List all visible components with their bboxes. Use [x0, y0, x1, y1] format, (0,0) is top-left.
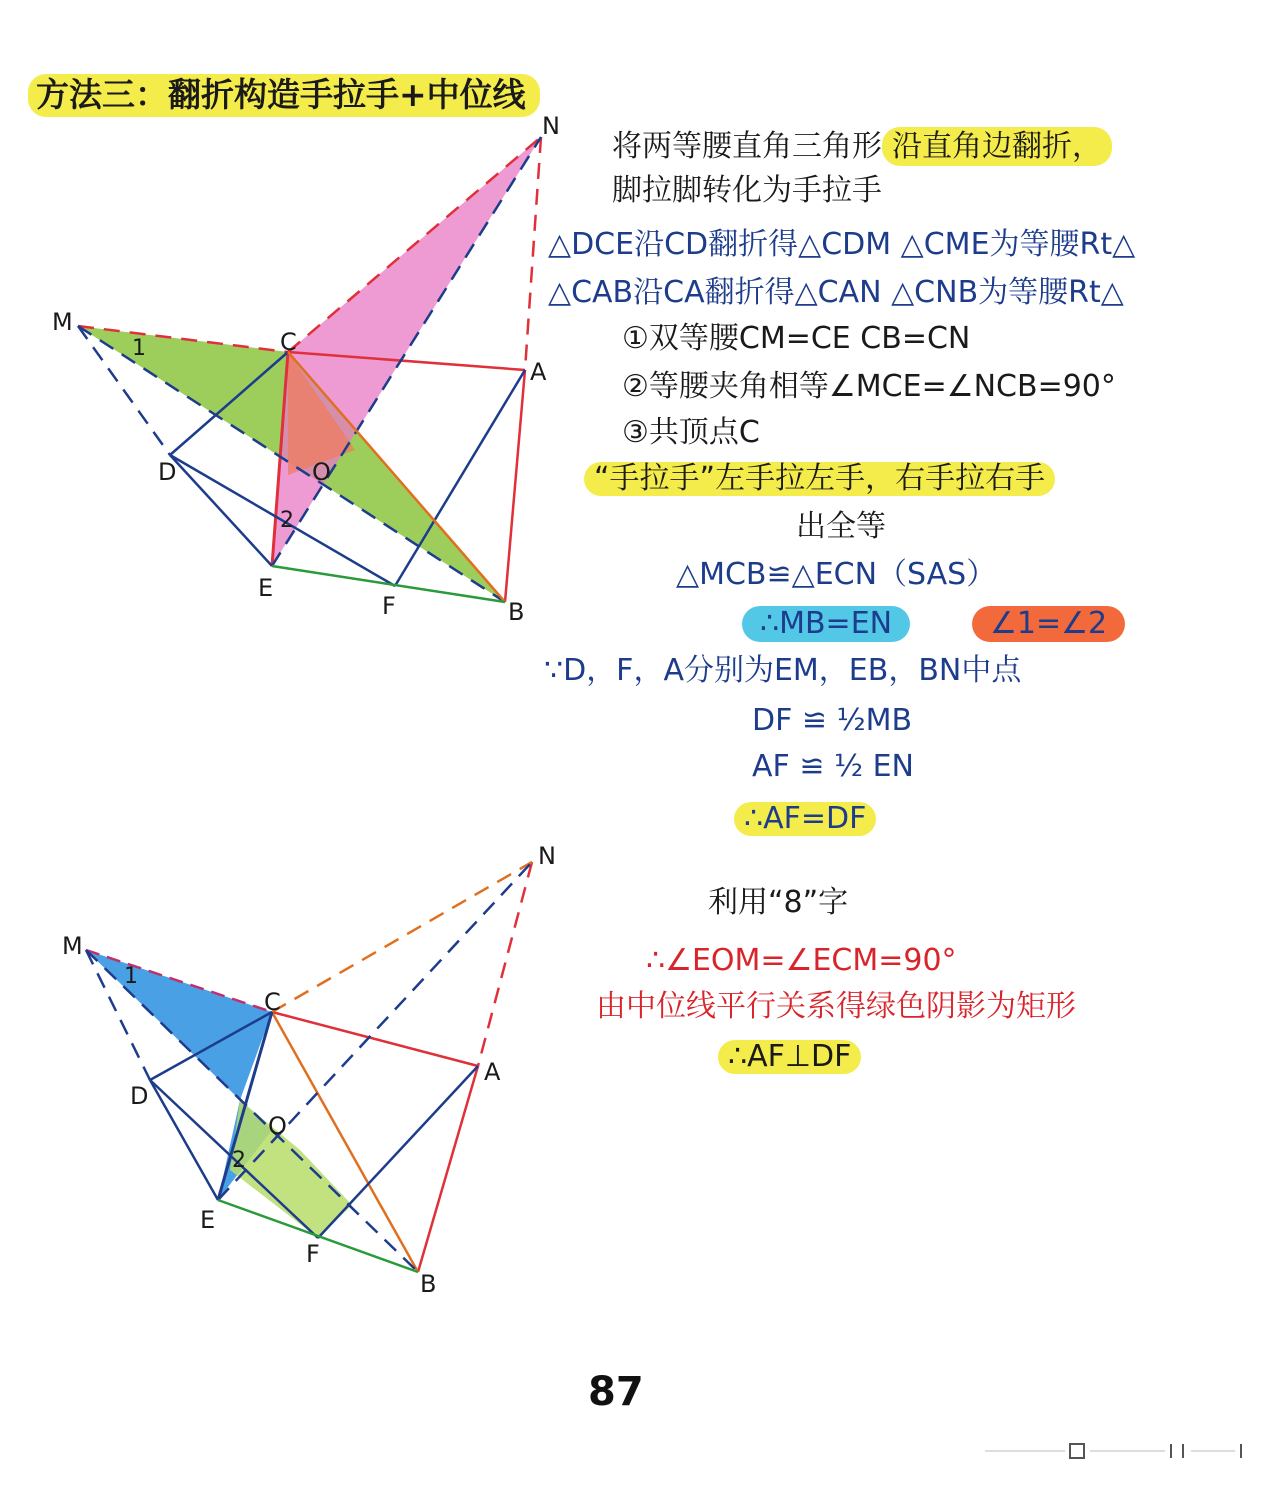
- page-number: 87: [588, 1369, 644, 1415]
- rectangle-note: 由中位线平行关系得绿色阴影为矩形: [596, 989, 1076, 1024]
- fig2-label-m: M: [62, 932, 83, 960]
- condition-2: ②等腰夹角相等∠MCE=∠NCB=90°: [622, 369, 1116, 404]
- conclusion-af-df: ∴AF=DF: [734, 802, 876, 836]
- fig1-label-c: C: [280, 328, 297, 356]
- midpoint-statement: ∵D，F，A分别为EM，EB，BN中点: [544, 653, 1022, 688]
- fig1-label-o: O: [312, 458, 331, 486]
- fig1-label-a: A: [530, 358, 547, 386]
- intro-line-1b: 沿直角边翻折，: [882, 127, 1112, 166]
- congruence-statement: △MCB≌△ECN（SAS）: [676, 557, 997, 592]
- angle-eom-ecm: ∴∠EOM=∠ECM=90°: [646, 943, 957, 978]
- intro-line-1a: 将两等腰直角三角形: [612, 129, 882, 164]
- intro-line-2: 脚拉脚转化为手拉手: [612, 173, 882, 208]
- fig2-angle-2: 2: [232, 1148, 246, 1173]
- fig2-label-e: E: [200, 1206, 216, 1234]
- eight-shape-heading: 利用“8”字: [708, 885, 849, 920]
- fig1-angle-1: 1: [132, 336, 146, 361]
- result-angles: ∠1=∠2: [972, 606, 1125, 642]
- condition-1: ①双等腰CM=CE CB=CN: [622, 321, 971, 356]
- fig2-label-a: A: [484, 1058, 501, 1086]
- fig2-label-d: D: [130, 1082, 149, 1110]
- fig2-angle-1: 1: [124, 964, 138, 989]
- method-title: 方法三：翻折构造手拉手+中位线: [28, 74, 540, 117]
- fig2-label-c: C: [264, 988, 281, 1016]
- fig1-label-e: E: [258, 574, 274, 602]
- fig2-label-b: B: [420, 1270, 437, 1298]
- fig1-label-f: F: [382, 592, 396, 620]
- fig1-label-m: M: [52, 308, 73, 336]
- blue-triangle-upper: [86, 950, 272, 1100]
- fig1-label-n: N: [542, 112, 560, 140]
- fold-step-1: △DCE沿CD翻折得△CDM △CME为等腰Rt△: [548, 227, 1136, 262]
- fig1-label-d: D: [158, 458, 177, 486]
- hand-in-hand-note: “手拉手”左手拉左手，右手拉右手: [584, 462, 1055, 496]
- condition-3: ③共顶点C: [622, 415, 760, 450]
- fig2-label-o: O: [268, 1112, 287, 1140]
- congruent-label: 出全等: [796, 509, 886, 544]
- conclusion-perpendicular: ∴AF⊥DF: [718, 1040, 861, 1074]
- df-relation: DF ≌ ½MB: [752, 703, 913, 738]
- fig2-label-n: N: [538, 842, 556, 870]
- fig1-label-b: B: [508, 598, 525, 626]
- fold-step-2: △CAB沿CA翻折得△CAN △CNB为等腰Rt△: [548, 275, 1124, 310]
- af-relation: AF ≌ ½ EN: [752, 749, 914, 784]
- fig2-label-f: F: [306, 1240, 320, 1268]
- result-mb-en: ∴MB=EN: [742, 606, 910, 642]
- fig1-angle-2: 2: [280, 508, 294, 533]
- signature-mark: [985, 1442, 1255, 1460]
